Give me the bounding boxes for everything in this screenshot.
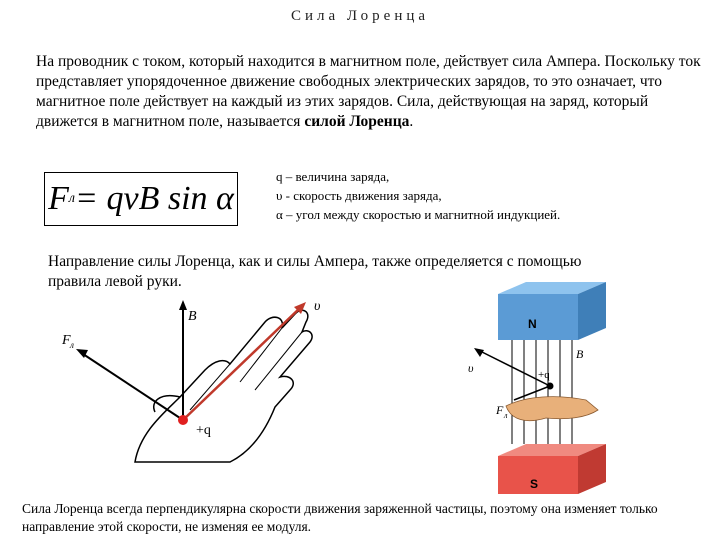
legend-charge: q – величина заряда, <box>276 169 390 184</box>
charge-label: +q <box>196 423 211 438</box>
page-title: Сила Лоренца <box>290 8 430 24</box>
magnet-figure <box>466 278 616 498</box>
velocity-vector <box>183 306 302 420</box>
north-label: N <box>528 317 537 331</box>
formula-rhs: = qvB sin α <box>75 180 234 217</box>
charge-dot <box>547 383 554 390</box>
legend-velocity: υ - скорость движения заряда, <box>276 188 442 203</box>
b-label: B <box>188 309 197 324</box>
force-sub: л <box>70 340 74 350</box>
hand-outline-icon <box>135 310 312 462</box>
bottom-paragraph: Сила Лоренца всегда перпендикулярна скорости движения заряженной частицы, поэтому она изменяет только направление этой скорости, не изменяя ее модуля. <box>22 501 658 534</box>
south-label: S <box>530 477 539 491</box>
legend-angle: α – угол между скоростью и магнитной индукцией. <box>276 207 561 222</box>
lorentz-formula <box>44 172 238 226</box>
v-label: υ <box>468 361 474 375</box>
force-label: F <box>62 333 71 348</box>
force-vector <box>80 352 183 420</box>
charge-dot <box>178 415 188 425</box>
north-pole-block <box>498 294 578 340</box>
intro-end: . <box>409 113 414 130</box>
intro-bold-term: силой Лоренца <box>304 113 410 130</box>
force-label: F <box>496 403 504 417</box>
v-label: υ <box>314 299 321 314</box>
charge-label: +q <box>538 369 550 381</box>
hand-icon <box>506 397 598 421</box>
intro-text: На проводник с током, который находится в магнитном поле, действует сила Ампера. Поскольку ток представляет упорядоченное движение свободных электрических зарядов, то это означает, что магнитное поле действует на каждый из этих зарядов. Сила, действующая на заряд, который движется в магнитном поле, называется <box>36 53 701 130</box>
formula-lhs: F <box>48 180 69 217</box>
intro-paragraph <box>36 52 706 132</box>
formula-subscript: л <box>68 191 76 206</box>
force-sub: л <box>504 411 508 420</box>
left-hand-rule-figure <box>40 292 350 488</box>
direction-paragraph: Направление силы Лоренца, как и силы Ампера, также определяется с помощью правила левой руки. <box>48 253 582 290</box>
b-label: B <box>576 347 584 361</box>
